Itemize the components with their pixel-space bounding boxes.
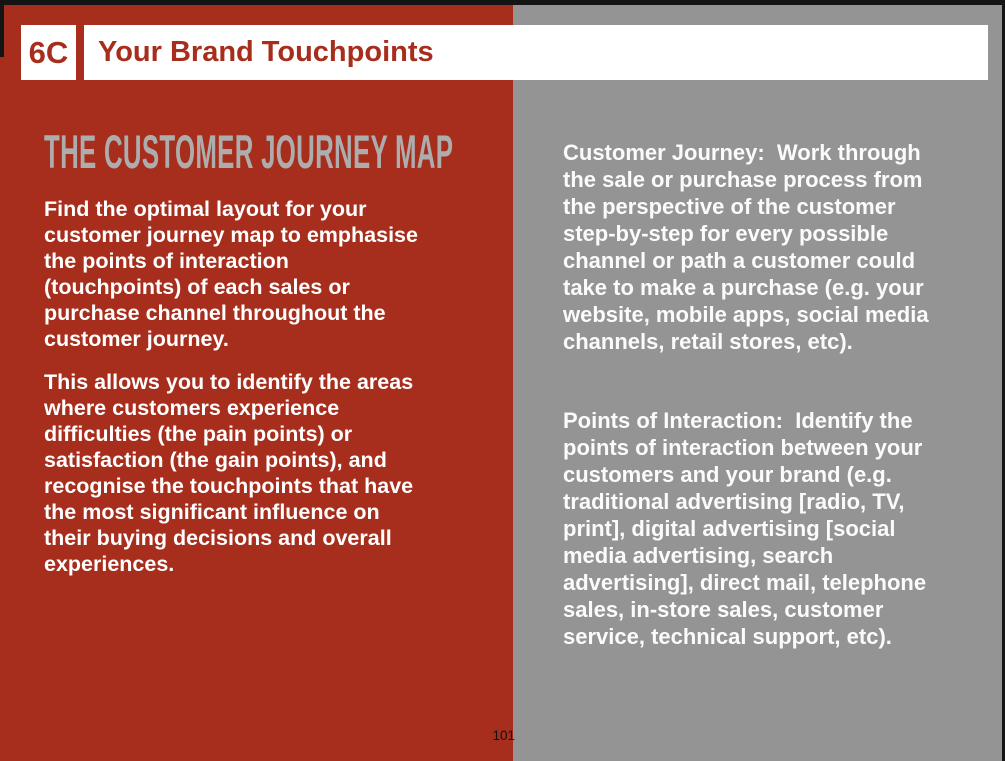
text-line: purchase channel throughout the	[44, 301, 386, 325]
text-line: Customer Journey: Work through	[563, 140, 921, 165]
page-title: Your Brand Touchpoints	[98, 36, 434, 68]
text-line: channels, retail stores, etc).	[563, 329, 853, 354]
text-line: media advertising, search	[563, 543, 834, 568]
right-paragraph-points-of-interaction	[563, 407, 926, 650]
text-line: take to make a purchase (e.g. your	[563, 275, 924, 300]
text-line: the perspective of the customer	[563, 194, 896, 219]
text-line: (touchpoints) of each sales or	[44, 275, 350, 299]
text-line: points of interaction between your	[563, 435, 923, 460]
text-line: experiences.	[44, 552, 175, 576]
left-paragraph-1	[44, 196, 418, 352]
text-line: satisfaction (the gain points), and	[44, 448, 387, 472]
page-number: 101	[492, 728, 515, 743]
text-line: traditional advertising [radio, TV,	[563, 489, 905, 514]
header-title-bar	[84, 25, 988, 80]
right-paragraph-customer-journey	[563, 139, 929, 355]
text-line: print], digital advertising [social	[563, 516, 896, 541]
text-line: recognise the touchpoints that have	[44, 474, 414, 498]
text-line: difficulties (the pain points) or	[44, 422, 353, 446]
text-line: sales, in-store sales, customer	[563, 597, 884, 622]
text-line: website, mobile apps, social media	[563, 302, 929, 327]
frame-corner-notch	[0, 0, 4, 57]
text-line: the sale or purchase process from	[563, 167, 923, 192]
text-line: the points of interaction	[44, 249, 289, 273]
text-line: service, technical support, etc).	[563, 624, 892, 649]
section-badge	[21, 25, 76, 80]
text-line: customer journey.	[44, 327, 229, 351]
text-line: advertising], direct mail, telephone	[563, 570, 927, 595]
text-line: the most significant influence on	[44, 500, 380, 524]
text-line: where customers experience	[44, 396, 340, 420]
text-line: customer journey map to emphasise	[44, 223, 418, 247]
text-line: step-by-step for every possible	[563, 221, 889, 246]
text-line: This allows you to identify the areas	[44, 370, 414, 394]
text-line: customers and your brand (e.g.	[563, 462, 892, 487]
left-paragraph-2	[44, 369, 413, 577]
text-line: channel or path a customer could	[563, 248, 916, 273]
slide-canvas	[0, 5, 1002, 761]
section-badge-label: 6C	[28, 34, 69, 70]
text-line: Points of Interaction: Identify the	[563, 408, 913, 433]
left-column-heading: THE CUSTOMER JOURNEY MAP	[44, 125, 454, 178]
text-line: Find the optimal layout for your	[44, 197, 367, 221]
text-line: their buying decisions and overall	[44, 526, 392, 550]
